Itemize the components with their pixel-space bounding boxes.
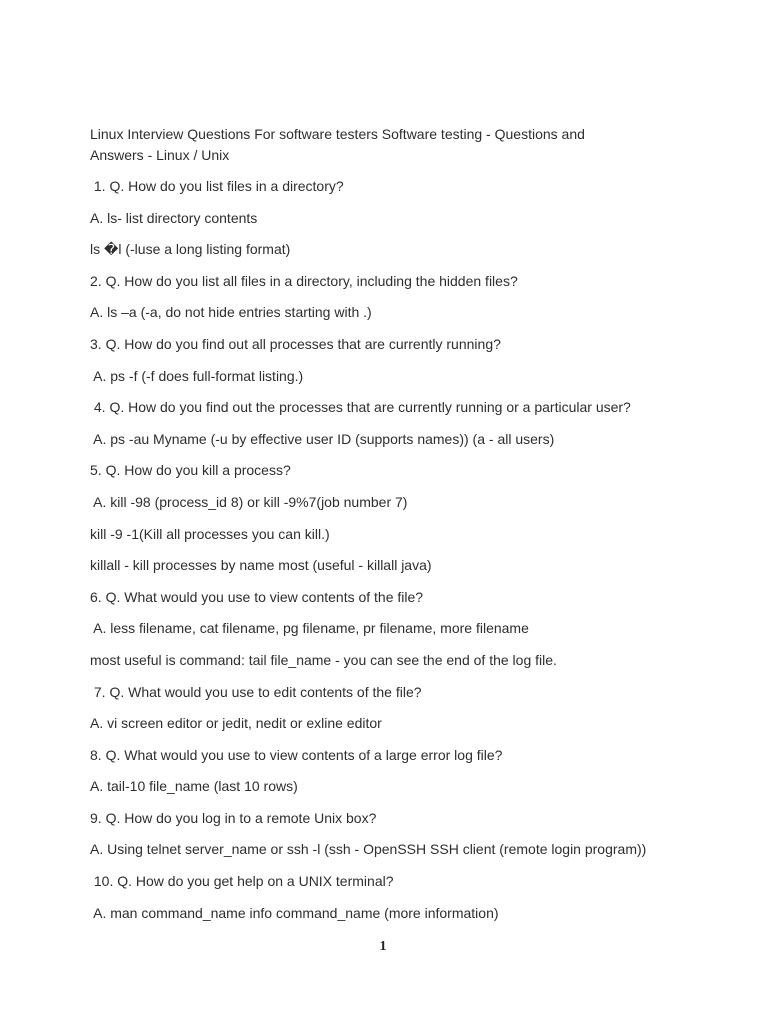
qa-line: 6. Q. What would you use to view contents of the file?	[90, 588, 424, 605]
qa-line: A. kill -98 (process_id 8) or kill -9%7(job number 7)	[90, 493, 408, 510]
qa-line: A. less filename, cat filename, pg filename, pr filename, more filename	[90, 620, 529, 637]
qa-line: 1. Q. How do you list files in a directory?	[90, 178, 344, 194]
document-title	[90, 124, 676, 166]
qa-line: A. ls –a (-a, do not hide entries starting with .)	[90, 304, 372, 321]
document-content	[90, 124, 676, 936]
qa-line: 2. Q. How do you list all files in a directory, including the hidden files?	[90, 272, 518, 289]
qa-line: most useful is command: tail file_name - you can see the end of the log file.	[90, 651, 557, 668]
qa-line: A. Using telnet server_name or ssh -l (ssh - OpenSSH SSH client (remote login program))	[90, 841, 647, 858]
qa-line: A. ps -f (-f does full-format listing.)	[90, 367, 304, 384]
document-title-line: Linux Interview Questions For software testers Software testing - Questions and	[90, 126, 585, 142]
document-title-line: Answers - Linux / Unix	[90, 147, 230, 163]
qa-line: A. ps -au Myname (-u by effective user ID (supports names)) (a - all users)	[90, 430, 555, 447]
qa-line: kill -9 -1(Kill all processes you can kill.)	[90, 525, 330, 542]
qa-line: 10. Q. How do you get help on a UNIX terminal?	[90, 873, 394, 890]
qa-line: 7. Q. What would you use to edit contents of the file?	[90, 683, 422, 700]
qa-line: 8. Q. What would you use to view contents of a large error log file?	[90, 746, 503, 763]
qa-line: killall - kill processes by name most (useful - killall java)	[90, 557, 432, 574]
qa-line: 5. Q. How do you kill a process?	[90, 462, 291, 479]
qa-line: A. vi screen editor or jedit, nedit or exline editor	[90, 715, 382, 732]
qa-line: A. ls- list directory contents	[90, 209, 258, 226]
qa-line: ls �l (-luse a long listing format)	[90, 241, 291, 258]
qa-line: 3. Q. How do you find out all processes that are currently running?	[90, 335, 501, 352]
qa-line: A. man command_name info command_name (more information)	[90, 904, 499, 921]
qa-line: A. tail-10 file_name (last 10 rows)	[90, 778, 298, 795]
page-number: 1	[379, 939, 387, 954]
qa-line: 4. Q. How do you find out the processes that are currently running or a particular user?	[90, 399, 631, 416]
qa-line: 9. Q. How do you log in to a remote Unix box?	[90, 809, 377, 826]
